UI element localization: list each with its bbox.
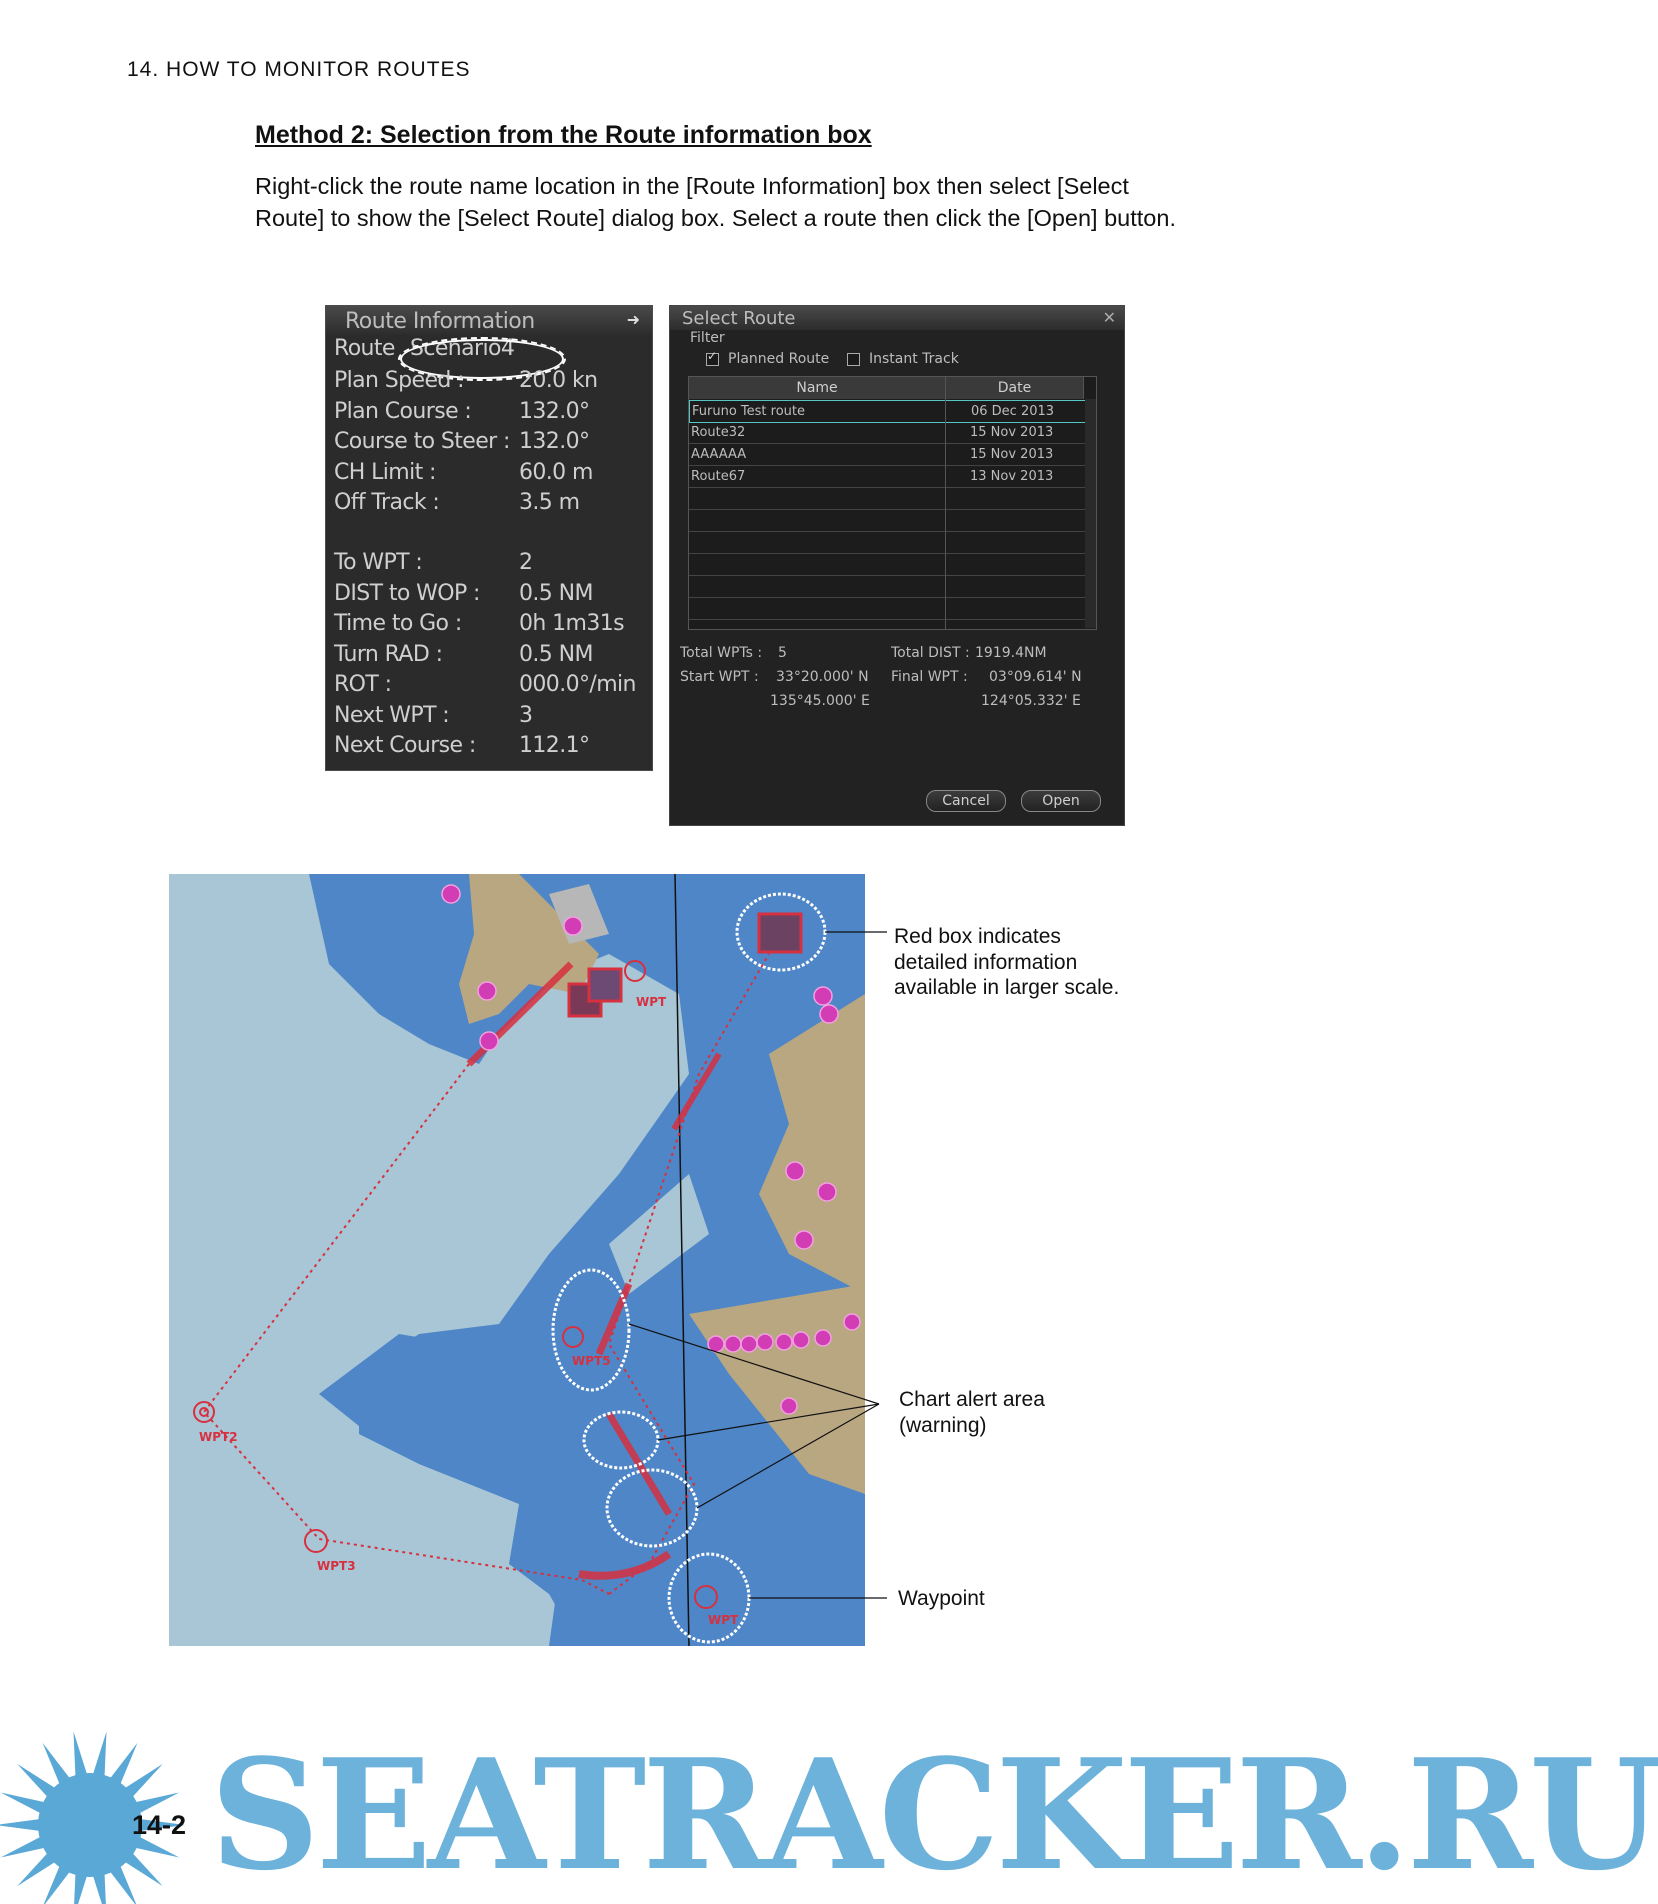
table-row[interactable] (689, 598, 1091, 620)
sun-ray (74, 1873, 88, 1904)
route-info-row (334, 429, 646, 459)
planned-route-checkbox[interactable] (706, 349, 719, 366)
route-info-title: Route Information (345, 309, 535, 334)
route-info-row (334, 703, 646, 733)
route-info-row (334, 611, 646, 641)
route-info-label: Plan Speed : (334, 368, 464, 393)
sun-ray (93, 1873, 107, 1904)
callout-waypoint: Waypoint (898, 1587, 985, 1610)
route-info-row (334, 460, 646, 490)
table-scrollbar[interactable] (1085, 399, 1096, 628)
route-info-row (334, 368, 646, 398)
wpt-label-south: WPT (708, 1613, 739, 1627)
table-row[interactable] (689, 400, 1093, 423)
sun-ray (110, 1743, 138, 1785)
planned-route-label: Planned Route (728, 351, 830, 367)
final-wpt-label: Final WPT : (891, 669, 968, 685)
arrow-right-icon[interactable]: ➜ (626, 310, 640, 329)
route-info-value: 20.0 kn (519, 368, 598, 393)
route-info-row (334, 550, 646, 580)
total-wpts-value: 5 (778, 645, 787, 661)
sun-ray (93, 1731, 107, 1777)
route-info-label: Plan Course : (334, 398, 472, 424)
route-name-cell: Route32 (691, 425, 746, 440)
table-header-date[interactable]: Date (946, 377, 1084, 399)
route-date-cell: 06 Dec 2013 (971, 404, 1055, 419)
total-wpts-label: Total WPTs : (680, 645, 763, 661)
sun-ray (0, 1819, 40, 1831)
start-wpt-label: Start WPT : (680, 669, 759, 685)
route-info-value: 112.1° (519, 733, 590, 758)
route-info-value: 000.0°/min (519, 672, 636, 697)
wpt3-label: WPT3 (317, 1559, 356, 1573)
open-button[interactable]: Open (1021, 790, 1101, 812)
route-info-value: 2 (519, 550, 533, 575)
table-row[interactable] (689, 576, 1091, 598)
table-row[interactable] (689, 510, 1091, 532)
section-header: 14. HOW TO MONITOR ROUTES (127, 58, 471, 81)
route-info-row (334, 399, 646, 429)
table-row[interactable] (689, 444, 1091, 466)
route-date-cell: 13 Nov 2013 (970, 469, 1054, 484)
route-name[interactable]: Scenario4 (410, 336, 515, 361)
sun-ray (74, 1731, 88, 1777)
start-wpt-lat: 33°20.000' N (776, 669, 869, 685)
route-info-value: 3.5 m (519, 490, 580, 515)
route-info-row (334, 581, 646, 611)
table-row[interactable] (689, 532, 1091, 554)
table-row[interactable] (689, 466, 1091, 488)
wpt5-label: WPT5 (572, 1354, 611, 1368)
checkmark-icon: ✓ (707, 349, 718, 363)
route-info-value: 0h 1m31s (519, 611, 625, 636)
route-info-row (334, 490, 646, 520)
final-wpt-lat: 03°09.614' N (989, 669, 1082, 685)
route-info-label: Time to Go : (334, 611, 462, 636)
route-info-value: 3 (519, 702, 533, 728)
route-name-cell: AAAAAA (691, 447, 747, 462)
route-name-cell: Route67 (691, 469, 746, 484)
wpt2-label: WPT2 (199, 1430, 238, 1444)
route-info-value: 132.0° (519, 398, 590, 424)
route-info-titlebar (326, 306, 652, 334)
sun-ray (43, 1743, 71, 1785)
route-info-label: Next Course : (334, 733, 476, 758)
route-date-cell: 15 Nov 2013 (970, 425, 1054, 440)
column-separator (945, 377, 946, 629)
route-info-label: Off Track : (334, 490, 440, 515)
select-route-titlebar (670, 306, 1124, 330)
route-info-value: 132.0° (519, 429, 590, 454)
callout-chart-alert: Chart alert area (warning) (899, 1388, 1045, 1437)
table-header-name[interactable]: Name (689, 377, 946, 399)
route-info-value: 0.5 NM (519, 641, 593, 667)
method-title: Method 2: Selection from the Route information box (255, 121, 872, 149)
route-information-panel (325, 305, 653, 771)
route-info-value: 60.0 m (519, 459, 593, 485)
route-info-label: DIST to WOP : (334, 580, 480, 606)
select-route-dialog (669, 305, 1125, 826)
route-name-cell: Furuno Test route (692, 404, 805, 419)
route-date-cell: 15 Nov 2013 (970, 447, 1054, 462)
route-info-label: Turn RAD : (334, 641, 443, 667)
total-dist-value: 1919.4NM (975, 645, 1047, 661)
watermark-text: SEATRACKER.RU (210, 1725, 1658, 1904)
table-row[interactable] (689, 422, 1091, 444)
start-wpt-lon: 135°45.000' E (770, 693, 870, 709)
cancel-button[interactable]: Cancel (926, 790, 1006, 812)
close-icon[interactable]: ✕ (1102, 308, 1116, 327)
total-dist-label: Total DIST : (891, 645, 970, 661)
table-row[interactable] (689, 488, 1091, 510)
page-number: 14-2 (132, 1810, 187, 1840)
instant-track-label: Instant Track (869, 351, 959, 367)
route-info-label: Next WPT : (334, 702, 450, 728)
route-info-label: To WPT : (334, 550, 423, 575)
route-table (688, 376, 1097, 630)
chart-illustration (169, 874, 865, 1646)
route-info-row (334, 642, 646, 672)
route-info-row (334, 733, 646, 763)
route-label: Route (334, 336, 395, 361)
final-wpt-lon: 124°05.332' E (981, 693, 1081, 709)
select-route-title: Select Route (682, 308, 796, 329)
route-info-label: Course to Steer : (334, 429, 510, 454)
route-info-label: ROT : (334, 672, 392, 697)
route-info-row (334, 672, 646, 702)
table-row[interactable] (689, 554, 1091, 576)
sun-ray (1, 1836, 46, 1857)
filter-label: Filter (690, 330, 725, 346)
route-info-label: CH Limit : (334, 459, 436, 485)
sun-logo (0, 1695, 200, 1895)
route-info-value: 0.5 NM (519, 580, 593, 606)
wpt-label-north: WPT (636, 995, 667, 1009)
red-box (589, 969, 621, 1001)
instructions-paragraph: Right-click the route name location in the [Route Information] box then select [Select Route] to show the [Select Route] dialog box. Select a route then click the [Open] button. (255, 173, 1176, 231)
instant-track-checkbox[interactable] (847, 353, 860, 366)
red-box (759, 914, 801, 952)
callout-red-box: Red box indicates detailed information available in larger scale. (894, 925, 1120, 999)
sun-ray (1, 1793, 46, 1814)
